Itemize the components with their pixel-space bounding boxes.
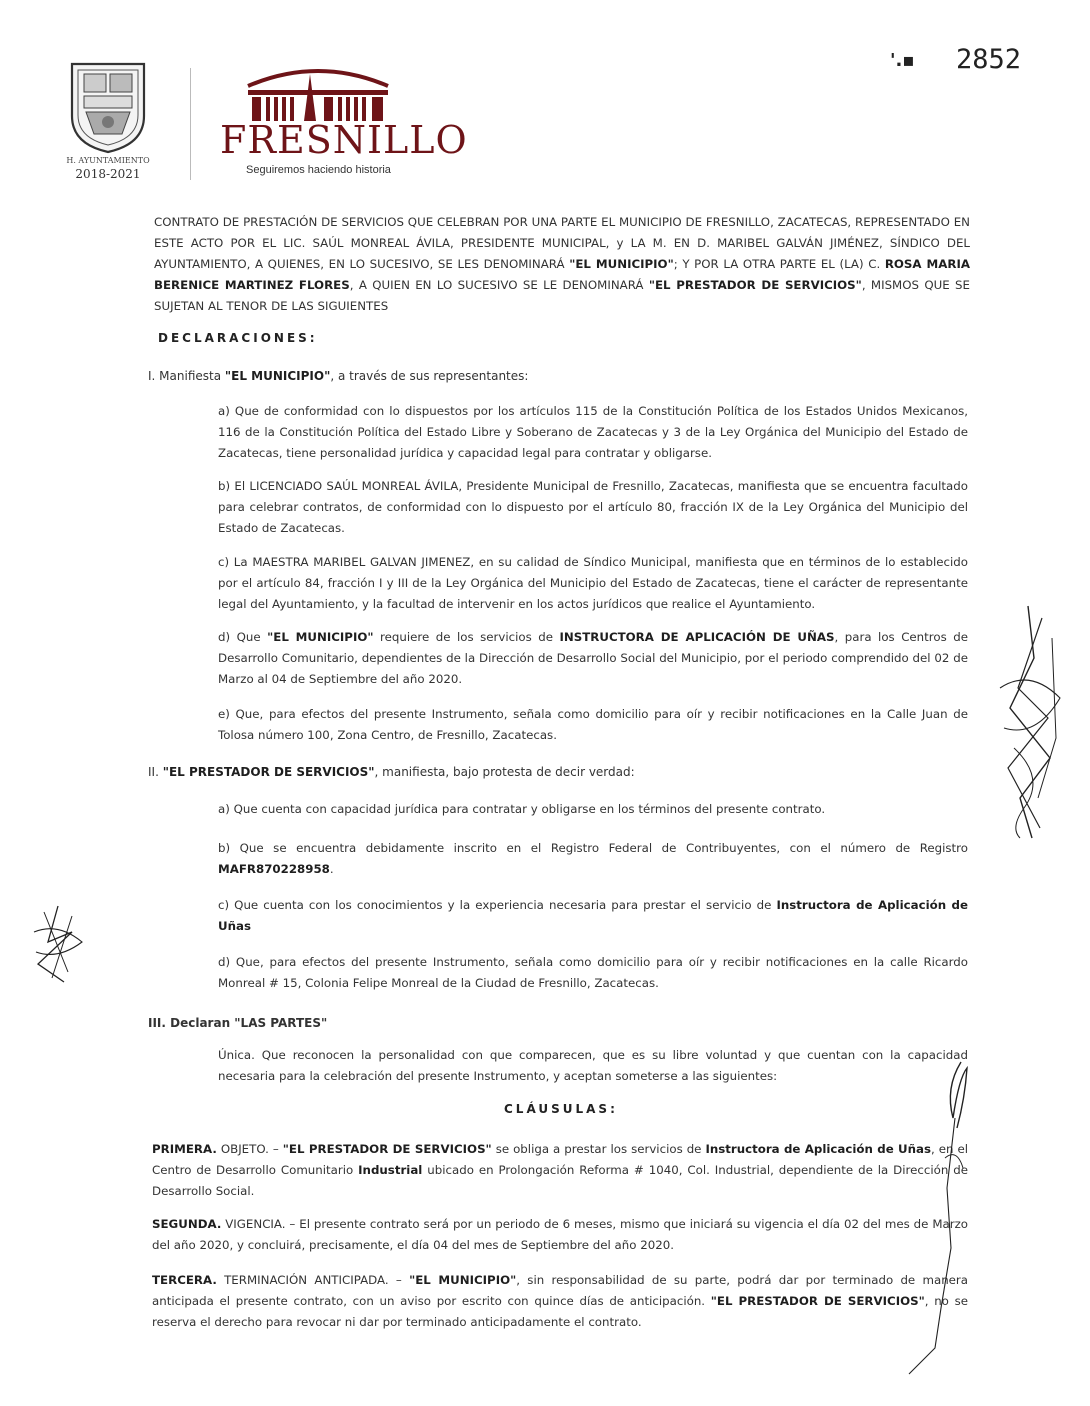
section-1-item-e: e) Que, para efectos del presente Instrumento, señala como domicilio para oír y recibir notificaciones en la Calle Juan de Tolosa número 100, Zona Centro, de Fresnillo, Zacatecas. xyxy=(218,707,968,742)
section-1-item-c: c) La MAESTRA MARIBEL GALVAN JIMENEZ, en su calidad de Síndico Municipal, manifiesta que en términos de lo establecido por el artículo 84, fracción I y III de la Ley Orgánica del Municipio del Estado de Zacatecas, tiene el carácter de representante legal del Ayuntamiento, y la facultad de intervenir en los actos jurídicos que realice el Ayuntamiento. xyxy=(218,555,968,611)
fresnillo-logo-building-icon xyxy=(244,60,392,124)
section-2-item-d: d) Que, para efectos del presente Instrumento, señala como domicilio para oír y recibir notificaciones en la calle Ricardo Monreal # 15, Colonia Felipe Monreal de la Ciudad de Fresnillo, Zacatecas. xyxy=(218,955,968,990)
seal-caption: H. AYUNTAMIENTO xyxy=(66,156,150,165)
declaraciones-heading: DECLARACIONES: xyxy=(158,331,318,345)
clausula-segunda: SEGUNDA. VIGENCIA. – El presente contrato será por un periodo de 6 meses, mismo que iniciará su vigencia el día 02 del mes de Marzo del año 2020, y concluirá, precisamente, el día 04 del mes de Septiembre del año 2020. xyxy=(152,1217,968,1252)
section-2-item-b: b) Que se encuentra debidamente inscrito en el Registro Federal de Contribuyentes, con el número de Registro MAFR870228958. xyxy=(218,841,968,876)
clausula-tercera: TERCERA. TERMINACIÓN ANTICIPADA. – "EL MUNICIPIO", sin responsabilidad de su parte, podrá dar por terminado de manera anticipada el presente contrato, con un aviso por escrito con quince días de anticipación. "EL PRESTADOR DE SERVICIOS", no se reserva el derecho para revocar ni dar por terminado anticipadamente el contrato. xyxy=(152,1273,969,1329)
section-2-heading: II. "EL PRESTADOR DE SERVICIOS", manifiesta, bajo protesta de decir verdad: xyxy=(148,765,635,779)
signature-bottom-right xyxy=(905,1058,975,1378)
page-mark: '.▪ xyxy=(890,50,915,71)
clausulas-heading: CLÁUSULAS: xyxy=(504,1102,618,1116)
section-2-item-a: a) Que cuenta con capacidad jurídica para contratar y obligarse en los términos del presente contrato. xyxy=(218,802,826,816)
section-1-heading: I. Manifiesta "EL MUNICIPIO", a través de sus representantes: xyxy=(148,369,529,383)
section-2-item-c: c) Que cuenta con los conocimientos y la experiencia necesaria para prestar el servicio de Instructora de Aplicación de Uñas xyxy=(218,898,968,933)
page-number: 2852 xyxy=(956,44,1022,75)
fresnillo-logo-name: FRESNILLO xyxy=(220,118,468,162)
section-3-heading: III. Declaran "LAS PARTES" xyxy=(148,1016,328,1030)
header-divider xyxy=(190,68,191,180)
municipal-seal xyxy=(66,60,150,154)
section-3-unica: Única. Que reconocen la personalidad con que comparecen, que es su libre voluntad y que cuentan con la capacidad necesaria para la celebración del presente Instrumento, y aceptan someterse a las siguientes: xyxy=(218,1048,968,1083)
clausula-primera: PRIMERA. OBJETO. – "EL PRESTADOR DE SERVICIOS" se obliga a prestar los servicios de Instructora de Aplicación de Uñas, en el Centro de Desarrollo Comunitario Industrial ubicado en Prolongación Reforma # 1040, Col. Industrial, dependiente de la Dirección de Desarrollo Social. xyxy=(152,1142,969,1198)
section-1-item-d: d) Que "EL MUNICIPIO" requiere de los servicios de INSTRUCTORA DE APLICACIÓN DE UÑAS, para los Centros de Desarrollo Comunitario, dependientes de la Dirección de Desarrollo Social del Municipio, por el periodo comprendido del 02 de Marzo al 04 de Septiembre del año 2020. xyxy=(218,630,968,686)
section-1-item-a: a) Que de conformidad con lo dispuestos por los artículos 115 de la Constitución Política de los Estados Unidos Mexicanos, 116 de la Constitución Política del Estado Libre y Soberano de Zacatecas y 3 de la Ley Orgánica del Municipio del Estado de Zacatecas, tiene personalidad jurídica y capacidad legal para contratar y obligarse. xyxy=(218,404,968,460)
section-1-item-b: b) El LICENCIADO SAÚL MONREAL ÁVILA, Presidente Municipal de Fresnillo, Zacatecas, manifiesta que se encuentra facultado para celebrar contratos, de conformidad con lo dispuesto por el artículo 80, fracción IX de la Ley Orgánica del Municipio del Estado de Zacatecas. xyxy=(218,479,968,535)
fresnillo-logo-slogan: Seguiremos haciendo historia xyxy=(246,164,391,176)
contract-intro: CONTRATO DE PRESTACIÓN DE SERVICIOS QUE CELEBRAN POR UNA PARTE EL MUNICIPIO DE FRESNILLO, ZACATECAS, REPRESENTADO EN ESTE ACTO POR EL LIC. SAÚL MONREAL ÁVILA, PRESIDENTE MUNICIPAL, y LA M. EN D. MARIBEL GALVÁN JIMÉNEZ, SÍNDICO DEL AYUNTAMIENTO, A QUIENES, EN LO SUCESIVO, SE LES DENOMINARÁ "EL MUNICIPIO"; Y POR LA OTRA PARTE EL (LA) C. ROSA MARIA BERENICE MARTINEZ FLORES, A QUIEN EN LO SUCESIVO SE LE DENOMINARÁ "EL PRESTADOR DE SERVICIOS", MISMOS QUE SE SUJETAN AL TENOR DE LAS SIGUIENTES xyxy=(154,215,970,313)
signature-left-margin xyxy=(28,902,88,987)
seal-period: 2018-2021 xyxy=(75,167,141,181)
signature-right-margin xyxy=(990,598,1070,843)
